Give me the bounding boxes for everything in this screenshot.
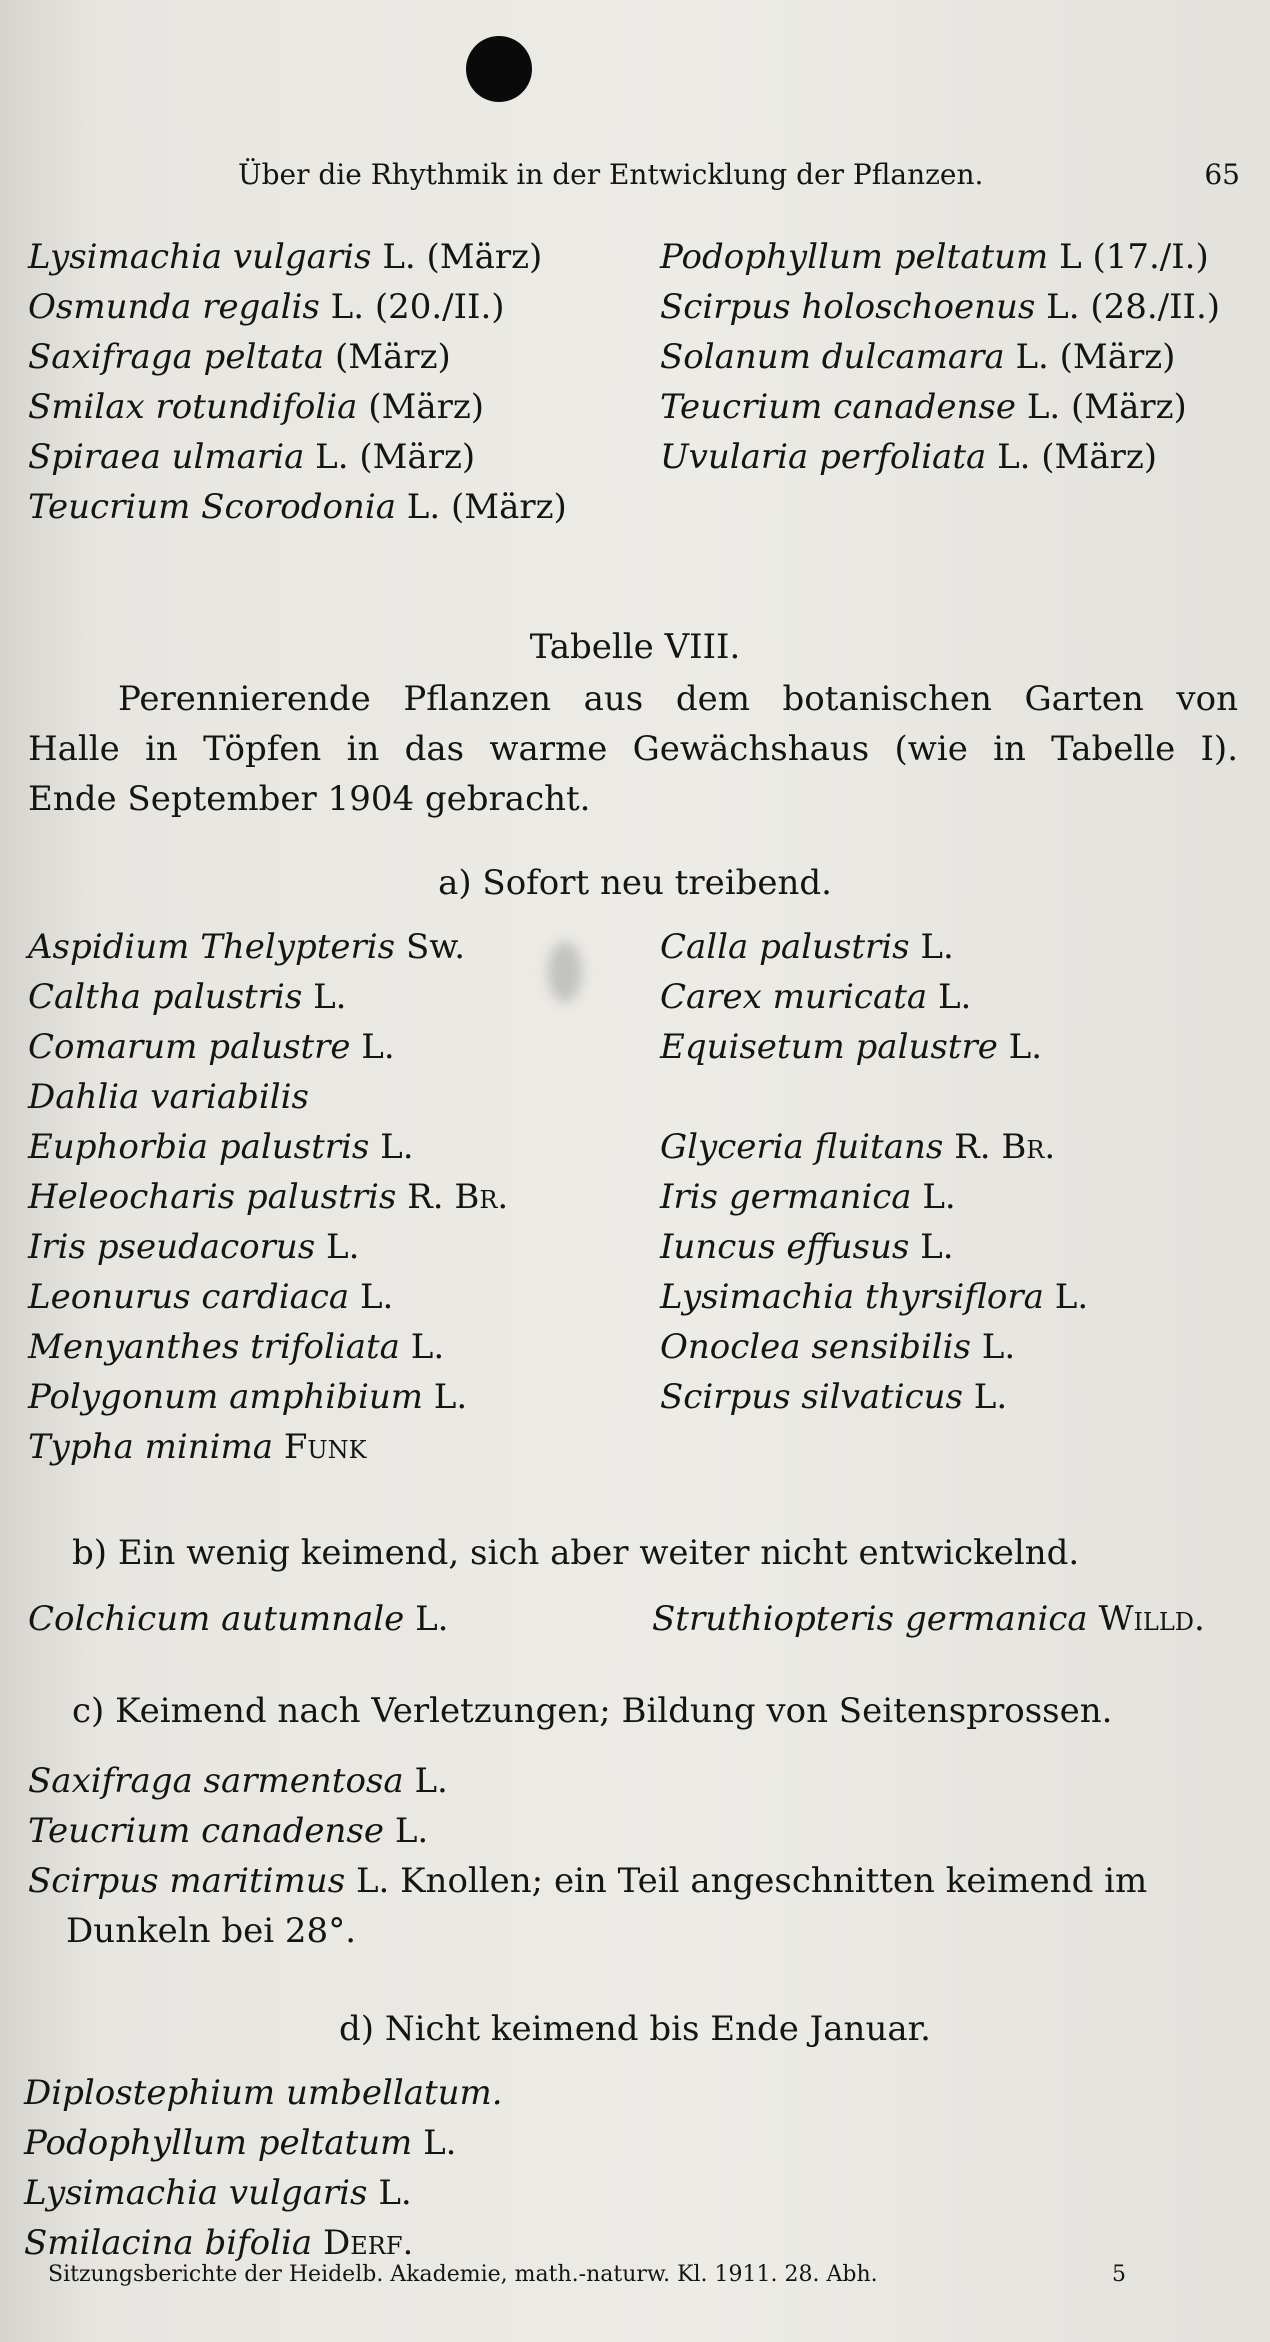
list-item: Iris germanica L. [660, 1177, 956, 1217]
list-item: Diplostephium umbellatum. [24, 2073, 503, 2113]
list-item: Scirpus maritimus L. Knollen; ein Teil angeschnitten keimend im [28, 1861, 1148, 1901]
list-item: Heleocharis palustris R. Br. [28, 1177, 509, 1217]
list-item: Lysimachia thyrsiflora L. [660, 1277, 1089, 1317]
list-item: Uvularia perfoliata L. (März) [660, 437, 1158, 477]
continued-list-left [28, 232, 567, 532]
list-item: Struthiopteris germanica Willd. [652, 1599, 1205, 1639]
list-item: Teucrium Scorodonia L. (März) [28, 487, 567, 527]
list-item: Scirpus holoschoenus L. (28./II.) [660, 287, 1221, 327]
list-item-continuation: Dunkeln bei 28°. [66, 1911, 356, 1951]
list-item: Polygonum amphibium L. [28, 1377, 468, 1417]
list-item: Carex muricata L. [660, 977, 972, 1017]
list-item: Teucrium canadense L. (März) [660, 387, 1187, 427]
list-item: Euphorbia palustris L. [28, 1127, 414, 1167]
list-item: Leonurus cardiaca L. [28, 1277, 394, 1317]
ink-smudge [548, 942, 582, 1002]
list-item: Osmunda regalis L. (20./II.) [28, 287, 505, 327]
section-a-left [28, 922, 508, 1472]
list-item: Lysimachia vulgaris L. [24, 2173, 412, 2213]
list-item: Caltha palustris L. [28, 977, 347, 1017]
sheet-number: 5 [1112, 2262, 1126, 2287]
list-item: Typha minima Funk [28, 1427, 367, 1467]
list-item: Onoclea sensibilis L. [660, 1327, 1016, 1367]
list-item: Saxifraga sarmentosa L. [28, 1761, 448, 1801]
list-item: Podophyllum peltatum L. [24, 2123, 457, 2163]
continued-list-right [660, 232, 1220, 482]
list-item: Solanum dulcamara L. (März) [660, 337, 1176, 377]
list-item: Dahlia variabilis [28, 1077, 309, 1117]
list-item: Iris pseudacorus L. [28, 1227, 360, 1267]
table-title: Tabelle VIII. [529, 627, 741, 667]
list-item: Menyanthes trifoliata L. [28, 1327, 445, 1367]
punch-hole [466, 36, 532, 102]
section-d-heading: d) Nicht keimend bis Ende Januar. [339, 2009, 931, 2049]
running-header [0, 158, 1270, 198]
section-c-list [28, 1756, 1147, 1956]
section-b-heading: b) Ein wenig keimend, sich aber weiter nicht entwickelnd. [72, 1533, 1080, 1573]
list-item: Calla palustris L. [660, 927, 954, 967]
list-item: Scirpus silvaticus L. [660, 1377, 1008, 1417]
section-d-list [24, 2068, 503, 2268]
list-item: Colchicum autumnale L. [28, 1599, 449, 1639]
running-title: Über die Rhythmik in der Entwicklung der Pflanzen. [238, 158, 984, 191]
list-item: Saxifraga peltata (März) [28, 337, 451, 377]
footer [0, 2262, 1270, 2298]
list-item: Smilacina bifolia Derf. [24, 2223, 414, 2263]
section-a-right [660, 922, 1088, 1422]
list-item: Iuncus effusus L. [660, 1227, 954, 1267]
intro-line: Halle in Töpfen in das warme Gewächshaus (wie in Tabelle I). [28, 729, 1238, 769]
table-intro [28, 674, 1238, 824]
intro-line: Ende September 1904 gebracht. [28, 779, 591, 819]
list-item: Teucrium canadense L. [28, 1811, 429, 1851]
list-item: Spiraea ulmaria L. (März) [28, 437, 476, 477]
list-item: Equisetum palustre L. [660, 1027, 1043, 1067]
list-item: Comarum palustre L. [28, 1027, 395, 1067]
list-item: Aspidium Thelypteris Sw. [28, 927, 466, 967]
page-number: 65 [1204, 158, 1240, 191]
intro-line: Perennierende Pflanzen aus dem botanischen Garten von [118, 679, 1238, 719]
section-a-heading: a) Sofort neu treibend. [438, 863, 832, 903]
list-item: Smilax rotundifolia (März) [28, 387, 485, 427]
section-c-heading: c) Keimend nach Verletzungen; Bildung von Seitensprossen. [72, 1691, 1113, 1731]
footer-text: Sitzungsberichte der Heidelb. Akademie, math.-naturw. Kl. 1911. 28. Abh. [48, 2262, 878, 2287]
list-spacer [660, 1072, 1088, 1122]
list-item: Lysimachia vulgaris L. (März) [28, 237, 543, 277]
list-item: Glyceria fluitans R. Br. [660, 1127, 1056, 1167]
list-item: Podophyllum peltatum L (17./I.) [660, 237, 1209, 277]
